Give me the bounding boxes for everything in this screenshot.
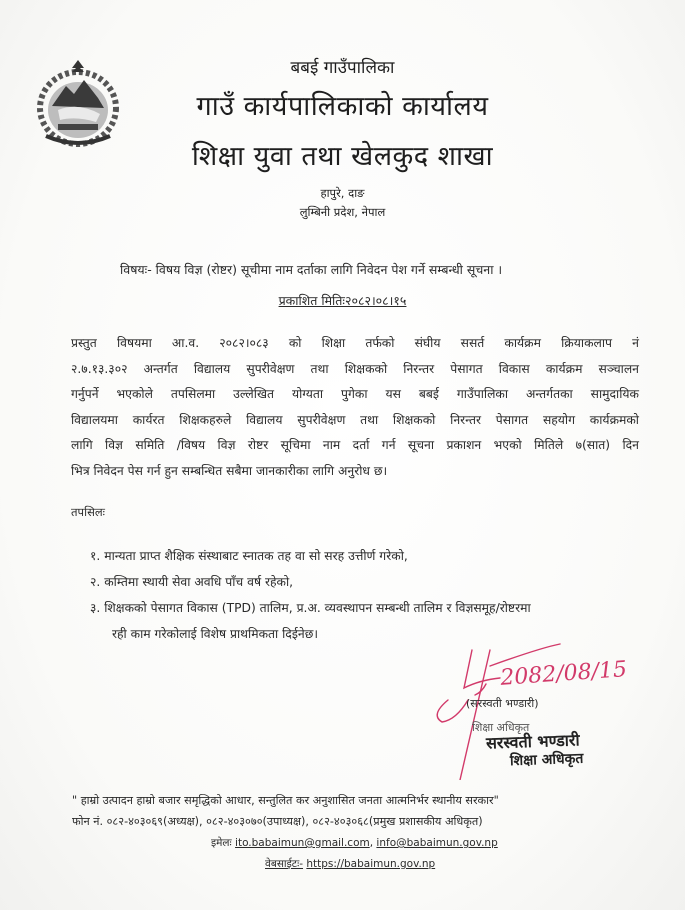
location: हापुरे, दाङ bbox=[320, 186, 365, 200]
list-item-number: २. bbox=[90, 575, 101, 589]
list-item bbox=[90, 595, 635, 621]
body-line: विद्यालयमा कार्यरत शिक्षकहरुले विद्यालय सुपरीवेक्षण तथा शिक्षकको निरन्तर पेसागत सहयोग कार्यक्रमको bbox=[71, 412, 639, 427]
email-separator: , bbox=[369, 837, 374, 849]
signatory-name: (सरस्वती भण्डारी) bbox=[466, 697, 539, 710]
email-link-1[interactable]: ito.babaimun@gmail.com bbox=[235, 837, 370, 849]
handwritten-date: 2082/08/15 bbox=[499, 657, 628, 691]
body-line: लागि विज्ञ समिति /विषय विज्ञ रोष्टर सूचिमा नाम दर्ता गर्न सूचना प्रकाशन भएको मितिले ७(सात) दिन bbox=[71, 438, 639, 452]
stamp-title: शिक्षा अधिकृत bbox=[509, 750, 584, 770]
notice-body bbox=[71, 331, 639, 484]
list-item-text: मान्यता प्राप्त शैक्षिक संस्थाबाट स्नातक तह वा सो सरह उत्तीर्ण गरेको, bbox=[104, 549, 408, 563]
footer-email bbox=[211, 836, 498, 850]
office-name: गाउँ कार्यपालिकाको कार्यालय bbox=[196, 91, 489, 122]
body-line: २.७.१३.३०२ अन्तर्गत विद्यालय सुपरीवेक्षण तथा शिक्षकको निरन्तर पेसागत विकास कार्यक्रम सञ्चालन bbox=[71, 361, 639, 376]
list-item bbox=[90, 543, 635, 569]
list-item-number: १. bbox=[90, 549, 101, 563]
province: लुम्बिनी प्रदेश, नेपाल bbox=[299, 205, 386, 219]
published-date-wrap bbox=[0, 292, 685, 309]
list-item-continuation: रही काम गरेकोलाई विशेष प्राथमिकता दिईनेछ। bbox=[112, 627, 318, 641]
body-line: भित्र निवेदन पेस गर्न हुन सम्बन्धित सबैमा जानकारीका लागि अनुरोध छ। bbox=[71, 463, 388, 478]
body-line: गर्नुपर्ने भएकोले तपसिलमा उल्लेखित योग्यता पुगेका यस बबई गाउँपालिका अन्तर्गतका सामुदायिक bbox=[71, 387, 639, 401]
body-line: प्रस्तुत विषयमा आ.व. २०८२।०८३ को शिक्षा तर्फको संघीय ससर्त कार्यक्रम क्रियाकलाप नं bbox=[71, 336, 639, 350]
signatory-title: शिक्षा अधिकृत bbox=[472, 721, 530, 734]
list-item-number: ३. bbox=[90, 601, 101, 615]
notice-subject: विषयः- विषय विज्ञ (रोष्टर) सूचीमा नाम दर्ताका लागि निवेदन पेश गर्ने सम्बन्धी सूचना । bbox=[120, 262, 503, 277]
footer-phone: फोन नं. ०८२-४०३०६९(अध्यक्ष), ०८२-४०३०७०(उपाध्यक्ष), ०८२-४०३०६८(प्रमुख प्रशासकीय अधिकृत) bbox=[72, 815, 483, 828]
stamp-name: सरस्वती भण्डारी bbox=[485, 730, 580, 753]
details-list bbox=[90, 543, 635, 647]
municipality-name: बबई गाउँपालिका bbox=[290, 58, 395, 78]
website-link[interactable]: https://babaimun.gov.np bbox=[306, 858, 436, 870]
list-item-text: शिक्षकको पेसागत विकास (TPD) तालिम, प्र.अ. व्यवस्थापन सम्बन्धी तालिम र विज्ञसमूह/रोष्टरमा bbox=[104, 601, 531, 615]
email-label: इमेलः bbox=[211, 837, 232, 849]
details-label: तपसिलः bbox=[71, 505, 105, 519]
email-link-2[interactable]: info@babaimun.gov.np bbox=[376, 837, 498, 849]
list-item-text: कम्तिमा स्थायी सेवा अवधि पाँच वर्ष रहेको, bbox=[104, 575, 294, 589]
footer-motto: " हाम्रो उत्पादन हाम्रो बजार समृद्धिको आधार, सन्तुलित कर अनुशासित जनता आत्मनिर्भर स्थानीय सरकार" bbox=[72, 794, 499, 807]
website-label: वेबसाईटः- bbox=[265, 858, 304, 870]
published-date: प्रकाशित मितिः२०८२।०८।१५ bbox=[278, 293, 407, 308]
footer-website bbox=[265, 857, 435, 871]
branch-name: शिक्षा युवा तथा खेलकुद शाखा bbox=[191, 141, 494, 172]
list-item bbox=[90, 569, 635, 595]
